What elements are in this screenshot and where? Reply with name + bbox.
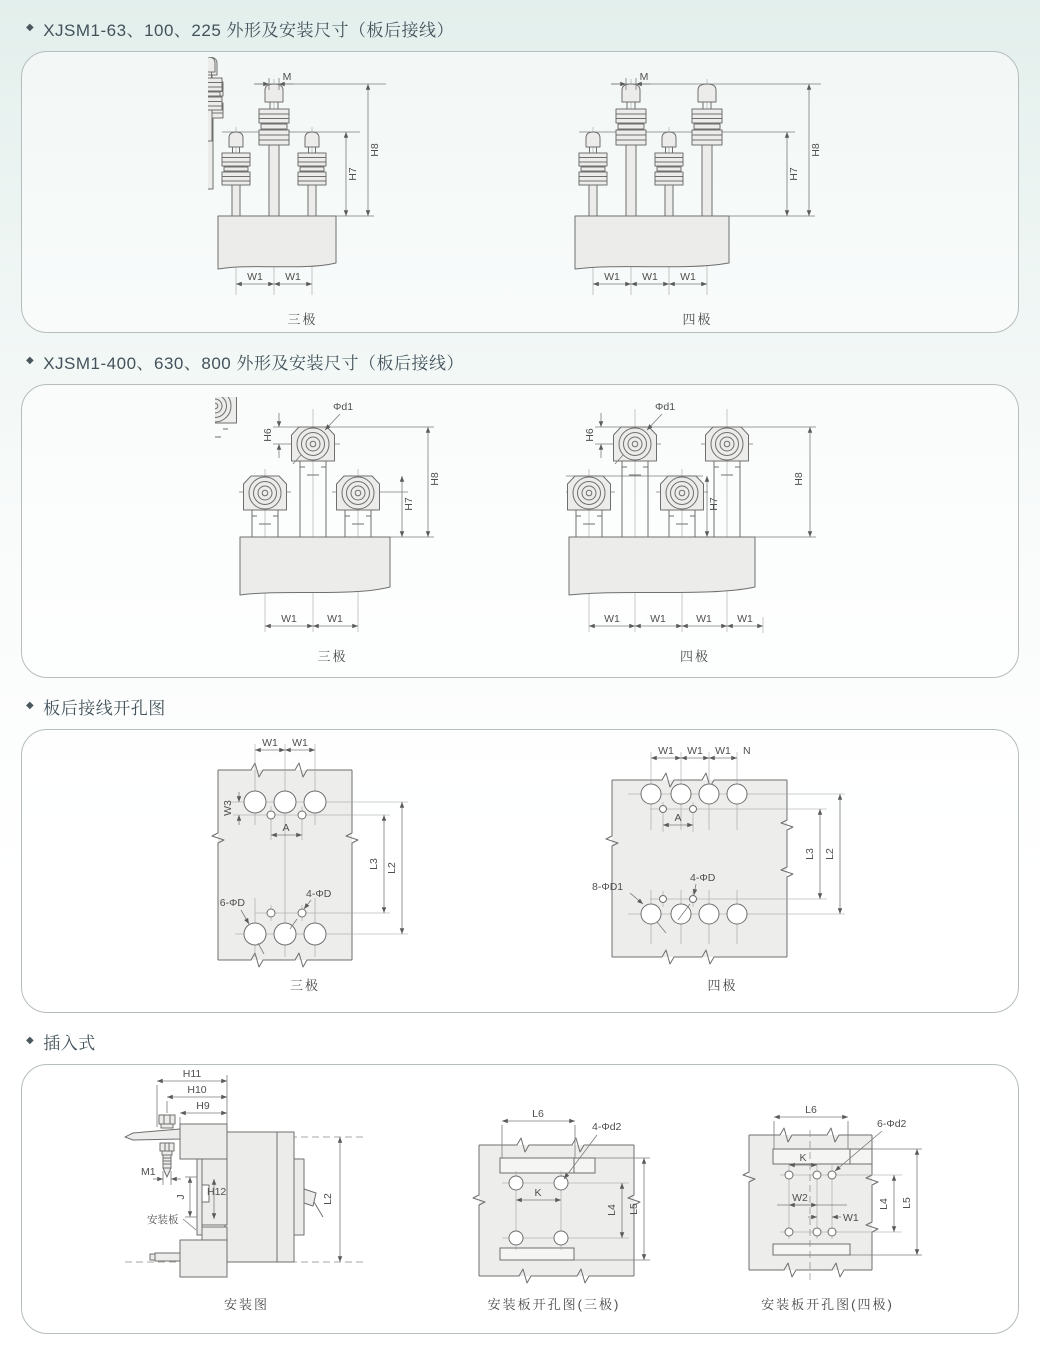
section-title-2 [0, 333, 1040, 384]
figure-caption: 四极 [707, 978, 738, 993]
dim-label-h6: H6 [584, 428, 596, 442]
dim-label-h8: H8 [809, 142, 822, 157]
section-title-4 [0, 1013, 1040, 1064]
breaker-base [575, 216, 729, 269]
dim-label-h8: H8 [793, 472, 805, 486]
breaker-body-side [225, 1132, 323, 1262]
dim-label-w3: W3 [222, 800, 234, 816]
diagram-stud-3pole [208, 57, 398, 302]
diamond-bullet-icon: ◆ [26, 1035, 35, 1046]
dim-label-6phid: 6-ΦD [219, 897, 245, 909]
panel-plugin-type [21, 1064, 1019, 1334]
figure-caption: 三极 [317, 649, 348, 664]
toggle-handle [304, 1189, 316, 1206]
figure-install-side-view [107, 1067, 387, 1313]
panel-outline-large-frames [21, 384, 1019, 678]
figure-caption: 三极 [287, 311, 318, 327]
panel-outline-small-frames [21, 51, 1019, 333]
dim-label-l5: L5 [900, 1197, 913, 1209]
figure-lug-4pole [565, 397, 825, 665]
figure-plugin-plate-4pole [722, 1103, 934, 1313]
dim-label-w1: W1 [650, 613, 666, 625]
diagram-lug-4pole [565, 397, 825, 639]
dim-label-l3: L3 [368, 858, 380, 870]
plate-slot [500, 1158, 595, 1173]
dim-label-h7: H7 [403, 497, 415, 511]
dim-label-k: K [798, 1152, 807, 1164]
plate-slot [773, 1149, 872, 1164]
terminal-lug [215, 397, 237, 437]
dim-label-l6: L6 [804, 1104, 817, 1116]
dim-label-phid1: Φd1 [655, 401, 676, 413]
diamond-bullet-icon: ◆ [26, 355, 35, 366]
dim-label-w1: W1 [715, 745, 731, 757]
dim-label-w1: W1 [603, 270, 620, 283]
dim-label-h9: H9 [195, 1100, 210, 1112]
dim-label-h7: H7 [708, 497, 720, 511]
dim-label-w1: W1 [292, 737, 308, 749]
diamond-bullet-icon: ◆ [26, 22, 35, 33]
section-title-text: XJSM1-400、630、800 外形及安装尺寸（板后接线） [43, 354, 464, 373]
figure-caption: 四极 [682, 311, 713, 327]
section-title-1 [0, 0, 1040, 51]
dim-label-h12: H12 [206, 1186, 226, 1198]
figure-stud-3pole [208, 57, 398, 328]
label-mounting-plate: 安装板 [146, 1214, 178, 1226]
diagram-stud-4pole [563, 57, 833, 302]
figure-caption: 安装板开孔图(三极) [487, 1297, 621, 1312]
figure-plugin-plate-3pole [447, 1107, 662, 1313]
dim-label-l5: L5 [627, 1203, 640, 1215]
dim-label-h6: H6 [262, 428, 274, 442]
dim-label-k: K [533, 1187, 542, 1199]
dim-label-l3: L3 [804, 848, 816, 860]
breaker-base [240, 537, 390, 595]
section-title-text: XJSM1-63、100、225 外形及安装尺寸（板后接线） [43, 21, 455, 40]
dim-label-j: J [174, 1194, 187, 1200]
dim-label-w1: W1 [284, 270, 301, 283]
dim-label-w1: W1 [679, 270, 696, 283]
figure-caption: 安装图 [223, 1297, 269, 1312]
dim-label-l4: L4 [877, 1198, 890, 1210]
diagram-plugin-plate-4pole [722, 1103, 934, 1287]
dim-label-m: M [639, 70, 648, 83]
dim-label-6phid2: 6-Φd2 [876, 1118, 906, 1130]
terminal-stud-short [208, 57, 222, 141]
dim-label-phid1: Φd1 [333, 401, 354, 413]
drill-plate [612, 780, 787, 957]
dim-label-4phid: 4-ΦD [306, 888, 332, 900]
diagram-drill-4pole [590, 744, 855, 968]
diagram-lug-3pole [215, 397, 450, 639]
figure-caption: 安装板开孔图(四极) [761, 1297, 894, 1312]
figure-caption: 四极 [679, 649, 710, 664]
dim-label-m: M [282, 70, 291, 83]
dim-label-l2: L2 [824, 848, 836, 860]
panel-drilling-diagrams [21, 729, 1019, 1013]
dim-label-w1: W1 [696, 613, 712, 625]
section-title-3 [0, 678, 1040, 729]
dim-label-h10: H10 [186, 1084, 207, 1096]
dim-label-a: A [282, 822, 290, 834]
dim-label-4phid: 4-ΦD [690, 872, 716, 884]
diagram-install-side-view [107, 1067, 387, 1287]
diagram-plugin-plate-3pole [447, 1107, 662, 1287]
dim-label-w1: W1 [641, 270, 658, 283]
section-title-text: 板后接线开孔图 [43, 699, 166, 718]
dim-label-8phid1: 8-ΦD1 [592, 881, 624, 893]
dim-label-w1: W1 [246, 270, 263, 283]
dim-label-w1: W1 [842, 1212, 859, 1224]
dim-label-n: N [743, 745, 751, 757]
dim-label-h7: H7 [346, 166, 359, 181]
breaker-base [218, 216, 336, 269]
dim-label-w1: W1 [604, 613, 620, 625]
dim-label-w1: W1 [737, 613, 753, 625]
plate-slot [773, 1244, 850, 1255]
dim-label-w1: W1 [658, 745, 674, 757]
dim-label-w2: W2 [791, 1192, 808, 1204]
dim-label-h11: H11 [182, 1068, 201, 1080]
breaker-base [569, 537, 755, 595]
dim-label-l6: L6 [531, 1108, 544, 1120]
dim-label-h8: H8 [429, 472, 441, 486]
dim-label-h7: H7 [787, 166, 800, 181]
diagram-drill-3pole [185, 734, 425, 968]
dim-label-4phid2: 4-Φd2 [591, 1121, 621, 1133]
dim-label-l4: L4 [605, 1204, 618, 1216]
figure-drill-3pole [185, 734, 425, 994]
dim-label-w1: W1 [262, 737, 278, 749]
dim-label-w1: W1 [687, 745, 703, 757]
figure-stud-4pole [563, 57, 833, 328]
dim-label-l2: L2 [321, 1193, 334, 1205]
figure-caption: 三极 [289, 978, 320, 993]
section-title-text: 插入式 [43, 1034, 96, 1053]
figure-drill-4pole [590, 744, 855, 994]
figure-lug-3pole [215, 397, 450, 665]
dim-label-h8: H8 [368, 142, 381, 157]
mounting-plate [197, 1159, 202, 1235]
plate-slot [500, 1248, 574, 1260]
diamond-bullet-icon: ◆ [26, 700, 35, 711]
dim-label-m1: M1 [140, 1166, 156, 1178]
dim-label-l2: L2 [386, 862, 398, 874]
dim-label-a: A [674, 812, 682, 824]
dim-label-w1: W1 [327, 613, 343, 625]
dim-label-w1: W1 [281, 613, 297, 625]
